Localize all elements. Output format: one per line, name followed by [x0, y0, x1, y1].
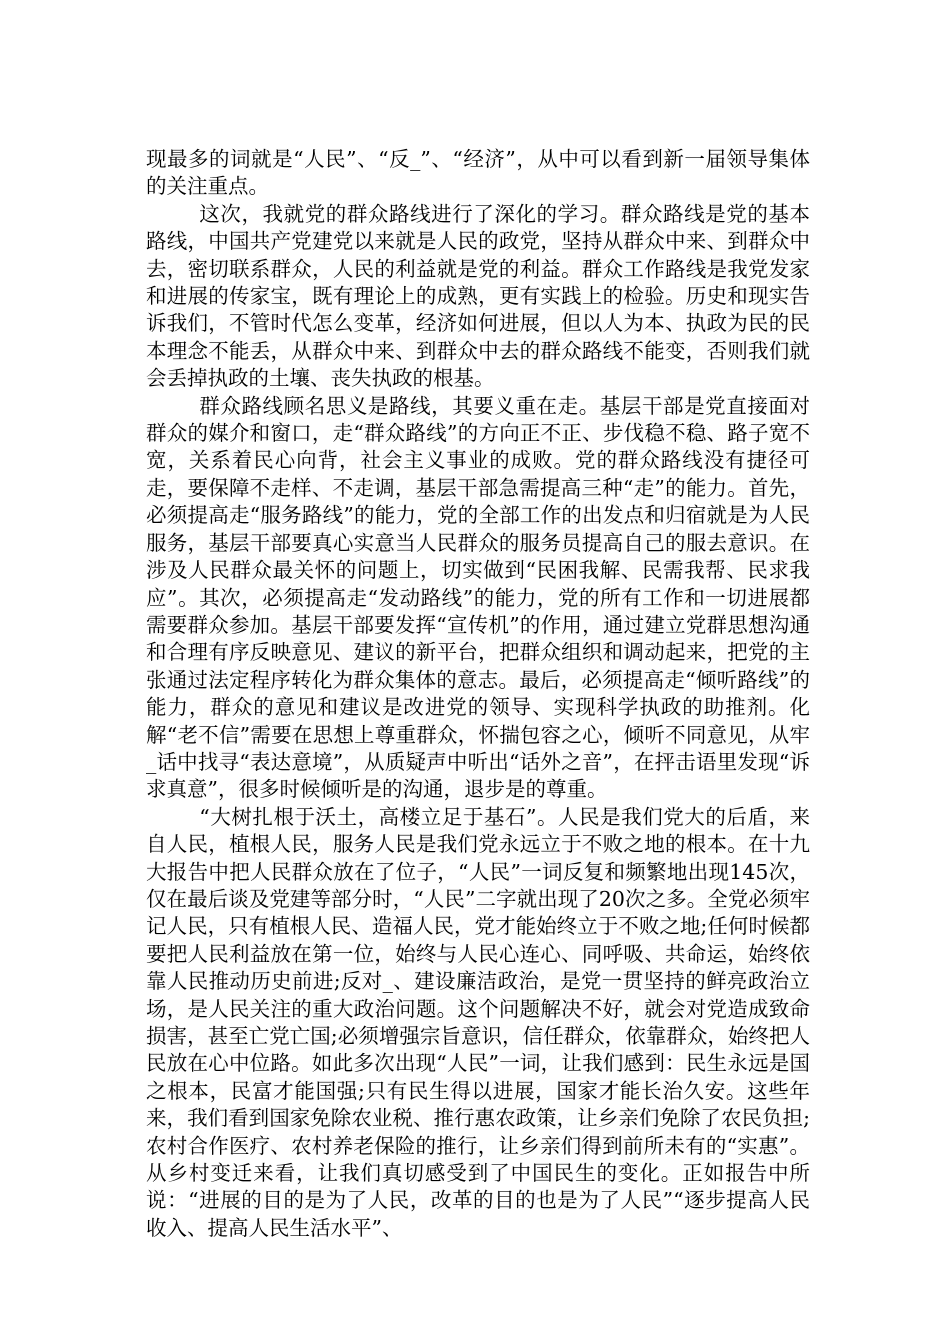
document-page — [146, 146, 810, 1242]
paragraph-mass-line-study: 这次，我就党的群众路线进行了深化的学习。群众路线是党的基本路线，中国共产党建党以来就是人民的政党，坚持从群众中来、到群众中去，密切联系群众，人民的利益就是党的利益。群众工作路线是我党发家和进展的传家宝，既有理论上的成熟，更有实践上的检验。历史和现实告诉我们，不管时代怎么变革，经济如何进展，但以人为本、执政为民的民本理念不能丢，从群众中来、到群众中去的群众路线不能变，否则我们就会丢掉执政的土壤、丧失执政的根基。 — [146, 201, 810, 391]
paragraph-mass-line-walk: 群众路线顾名思义是路线，其要义重在走。基层干部是党直接面对群众的媒介和窗口，走“群众路线”的方向正不正、步伐稳不稳、路子宽不宽，关系着民心向背，社会主义事业的成败。党的群众路线没有捷径可走，要保障不走样、不走调，基层干部急需提高三种“走”的能力。首先，必须提高走“服务路线”的能力，党的全部工作的出发点和归宿就是为人民服务，基层干部要真心实意当人民群众的服务员提高自己的服去意识。在涉及人民群众最关怀的问题上，切实做到“民困我解、民需我帮、民求我应”。其次，必须提高走“发动路线”的能力，党的所有工作和一切进展都需要群众参加。基层干部要发挥“宣传机”的作用，通过建立党群思想沟通和合理有序反映意见、建议的新平台，把群众组织和调动起来，把党的主张通过法定程序转化为群众集体的意志。最后，必须提高走“倾听路线”的能力，群众的意见和建议是改进党的领导、实现科学执政的助推剂。化解“老不信”需要在思想上尊重群众，怀揣包容之心，倾听不同意见，从牢_话中找寻“表达意境”，从质疑声中听出“话外之音”，在抨击语里发现“诉求真意”，很多时候倾听是的沟通，退步是的尊重。 — [146, 393, 810, 802]
paragraph-people-foundation: “大树扎根于沃土，高楼立足于基石”。人民是我们党大的后盾，来自人民，植根人民，服务人民是我们党永远立于不败之地的根本。在十九大报告中把人民群众放在了位子，“人民”一词反复和频繁地出现145次，仅在最后谈及党建等部分时，“人民”二字就出现了20次之多。全党必须牢记人民，只有植根人民、造福人民，党才能始终立于不败之地;任何时候都要把人民利益放在第一位，始终与人民心连心、同呼吸、共命运，始终依靠人民推动历史前进;反对_、建设廉洁政治，是党一贯坚持的鲜亮政治立场，是人民关注的重大政治问题。这个问题解决不好，就会对党造成致命损害，甚至亡党亡国;必须增强宗旨意识，信任群众，依靠群众，始终把人民放在心中位路。如此多次出现“人民”一词，让我们感到：民生永远是国之根本，民富才能国强;只有民生得以进展，国家才能长治久安。这些年来，我们看到国家免除农业税、推行惠农政策，让乡亲们免除了农民负担;农村合作医疗、农村养老保险的推行，让乡亲们得到前所未有的“实惠”。从乡村变迁来看，让我们真切感受到了中国民生的变化。正如报告中所说：“进展的目的是为了人民，改革的目的也是为了人民”“逐步提高人民收入、提高人民生活水平”、 — [146, 804, 810, 1240]
paragraph-continuation: 现最多的词就是“人民”、“反_”、“经济”，从中可以看到新一届领导集体的关注重点。 — [146, 147, 810, 199]
